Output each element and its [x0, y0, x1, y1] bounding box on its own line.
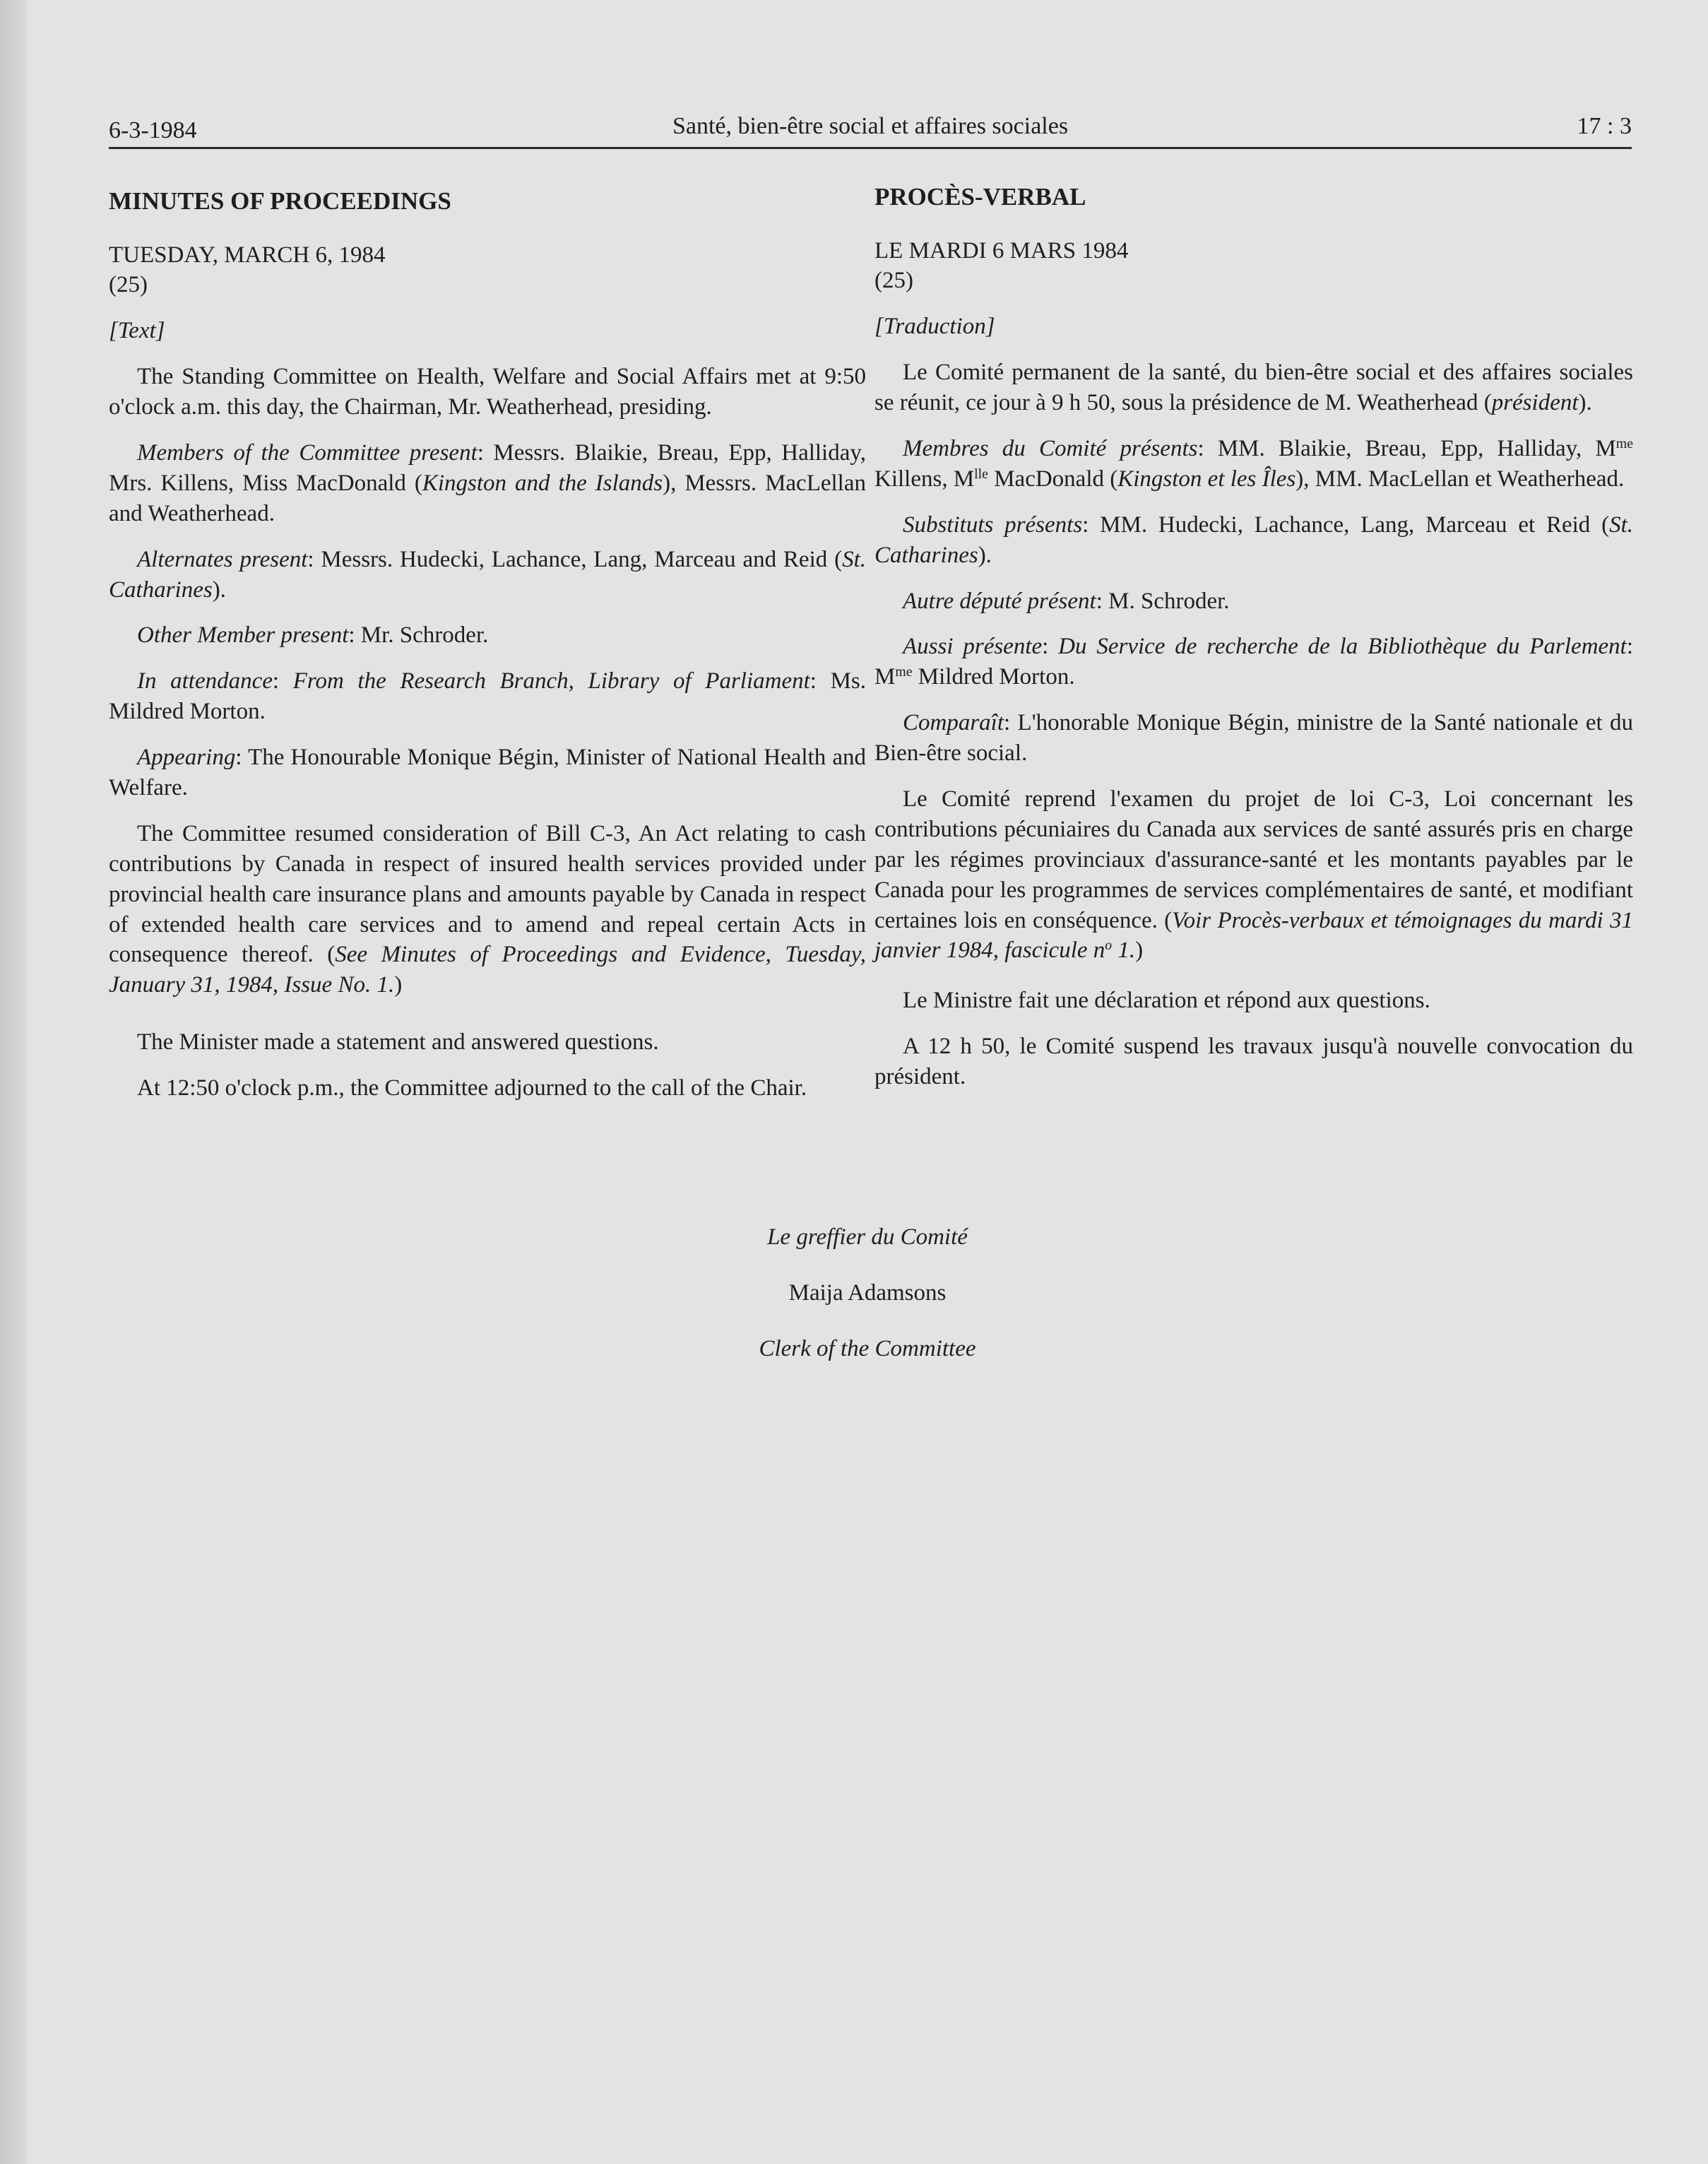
translation-note: [Traduction] — [874, 314, 995, 340]
attendance-paragraph-fr: Aussi présente: Du Service de recherche de la Bibliothèque du Parlement: $M^{me}$ Mildred Morton. — [874, 634, 1634, 690]
proces-verbal-heading: PROCÈS-VERBAL — [874, 183, 1086, 211]
other-member-paragraph-fr: Autre député présent: M. Schroder. — [903, 588, 1230, 614]
clerk-title-en: Clerk of the Committee — [759, 1336, 976, 1361]
clerk-signature-block — [27, 1226, 1708, 1393]
clerk-name: Maija Adamsons — [788, 1280, 947, 1306]
meeting-date: TUESDAY, MARCH 6, 1984 — [109, 242, 386, 268]
header-page-number: 17 : 3 — [1577, 113, 1632, 139]
other-member-paragraph: Other Member present: Mr. Schroder. — [137, 622, 489, 649]
french-column — [874, 181, 1633, 1108]
running-header — [109, 113, 1632, 149]
text-note: [Text] — [109, 318, 165, 344]
meeting-date-fr: LE MARDI 6 MARS 1984 — [874, 237, 1129, 264]
english-column — [109, 185, 866, 1119]
alternates-label: Alternates present — [137, 546, 308, 572]
members-label: Members of the Committee present — [137, 439, 478, 466]
alternates-paragraph: Alternates present: Messrs. Hudecki, Lachance, Lang, Marceau and Reid (St. Catharines). — [109, 546, 866, 603]
opening-paragraph-fr: Le Comité permanent de la santé, du bien-être social et des affaires sociales se réunit, ce jour à 9 h 50, sous la présidence de M. Weatherhead (président). — [874, 360, 1633, 416]
opening-paragraph: The Standing Committee on Health, Welfare and Social Affairs met at 9:50 o'clock a.m. this day, the Chairman, Mr. Weatherhead, presiding. — [109, 364, 866, 420]
resumed-paragraph: The Committee resumed consideration of Bill C-3, An Act relating to cash contributions by Canada in respect of insured health services provided under provincial health care insurance plans and amounts payable by Canada in respect of extended health care services and to amend and repeal certain Acts in consequence thereof. (See Minutes of Proceedings and Evidence, Tuesday, January 31, 1984, Issue No. 1.) — [109, 820, 866, 998]
adjourn-paragraph-fr: A 12 h 50, le Comité suspend les travaux jusqu'à nouvelle convocation du président. — [874, 1034, 1633, 1090]
header-date: 6-3-1984 — [109, 117, 197, 143]
adjourn-paragraph: At 12:50 o'clock p.m., the Committee adjourned to the call of the Chair. — [137, 1075, 807, 1101]
clerk-title-fr: Le greffier du Comité — [767, 1224, 968, 1250]
meeting-number: (25) — [109, 272, 148, 298]
meeting-number-fr: (25) — [874, 268, 913, 294]
minister-paragraph-fr: Le Ministre fait une déclaration et répond aux questions. — [903, 988, 1430, 1014]
appearing-paragraph-fr: Comparaît: L'honorable Monique Bégin, ministre de la Santé nationale et du Bien-être social. — [874, 710, 1633, 767]
header-title: Santé, bien-être social et affaires sociales — [672, 113, 1069, 139]
minister-paragraph: The Minister made a statement and answered questions. — [137, 1029, 659, 1056]
resumed-paragraph-fr: Le Comité reprend l'examen du projet de loi C-3, Loi concernant les contributions pécuniaires du Canada aux services de santé assurés pris en charge par les régimes provinciaux d'assurance-santé et les montants payables par le Canada pour les programmes de services complémentaires de santé, et modifiant certaines lois en conséquence. (Voir Procès-verbaux et témoignages du mardi 31 janvier 1984, fascicule $n^o$ 1.) — [874, 786, 1633, 964]
members-paragraph-fr: Membres du Comité présents: MM. Blaikie, Breau, Epp, Halliday, $M^{me}$ Killens, $M^{lle}$ MacDonald (Kingston et les Îles), MM. MacLellan et Weatherhead. — [874, 435, 1634, 492]
substitutes-paragraph-fr: Substituts présents: MM. Hudecki, Lachance, Lang, Marceau et Reid (St. Catharines). — [874, 512, 1633, 568]
minutes-heading: MINUTES OF PROCEEDINGS — [109, 187, 451, 215]
appearing-paragraph: Appearing: The Honourable Monique Bégin, Minister of National Health and Welfare. — [109, 745, 866, 800]
members-paragraph: Members of the Committee present: Messrs. Blaikie, Breau, Epp, Halliday, Mrs. Killens, Miss MacDonald (Kingston and the Islands), Messrs. MacLellan and Weatherhead. — [109, 439, 866, 526]
attendance-paragraph: In attendance: From the Research Branch, Library of Parliament: Ms. Mildred Morton. — [109, 668, 867, 725]
binding-edge — [0, 0, 27, 2164]
